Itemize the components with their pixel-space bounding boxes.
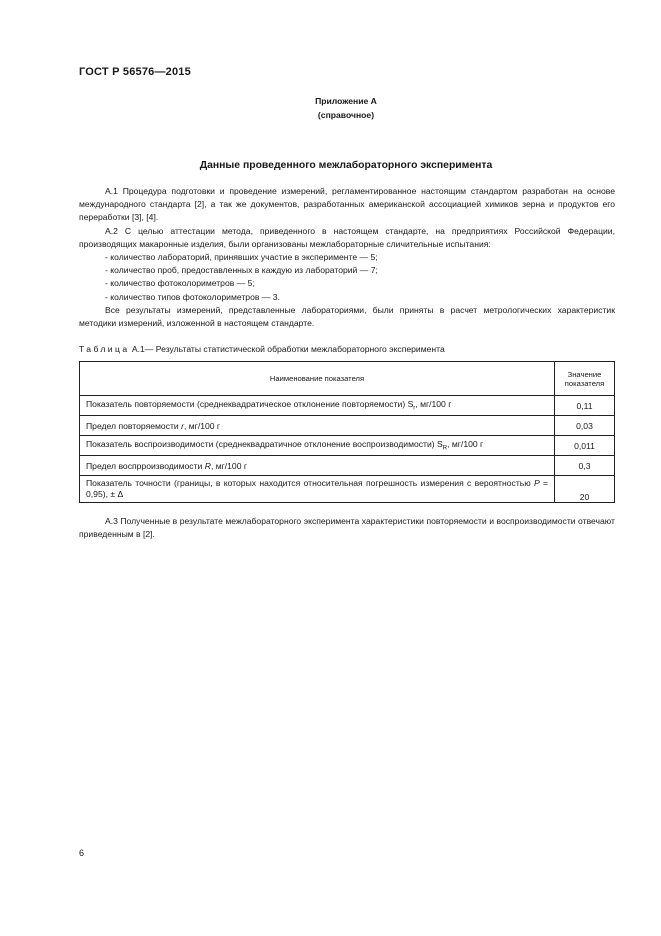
list-item: - количество фотоколориметров — 5; <box>105 278 255 289</box>
row-name: Предел повторяемости r, мг/100 г <box>80 416 555 436</box>
paragraph-a3-block <box>79 515 615 542</box>
annex-type: (справочное) <box>317 110 375 120</box>
table-caption <box>79 344 445 354</box>
header-indicator-value: Значение показателя <box>555 362 615 396</box>
header-indicator-name: Наименование показателя <box>80 362 555 396</box>
list-item: - количество проб, предоставленных в каждую из лабораторий — 7; <box>105 265 378 276</box>
row-value: 0,3 <box>555 456 615 476</box>
table-header-row <box>80 362 615 396</box>
row-name: Показатель точности (границы, в которых находится относительная погрешность измерения с вероятностью P = 0,95), ± Δ <box>80 476 555 503</box>
paragraph-a1: А.1 Процедура подготовки и проведение измерений, регламентированное настоящим стандартом разработан на основе международного стандарта [2], а так же документов, разработанных американской ассоциацией химиков зерна и продуктов его переработки [3], [4]. <box>79 186 615 223</box>
table-row <box>80 456 615 476</box>
paragraph-a3: А.3 Полученные в результате межлабораторного эксперимента характеристики повторяемости и воспроизводимости отвечают приведенным в [2]. <box>79 516 615 540</box>
row-name: Показатель воспроизводимости (среднеквадратичное отклонение воспроизводимости) $S_R$, мг/100 г <box>80 436 555 456</box>
table-caption-text: А.1— Результаты статистической обработки межлабораторного эксперимента <box>129 344 445 354</box>
row-value: 20 <box>555 476 615 503</box>
paragraph-a2-continuation: Все результаты измерений, представленные лабораториями, были приняты в расчет метрологических характеристик методики измерений, изложенной в настоящем стандарте. <box>79 304 615 329</box>
table-row <box>80 476 615 503</box>
paragraph-a2: А.2 С целью аттестации метода, приведенного в настоящем стандарте, на предприятиях Российской Федерации, производящих макаронные изделия, были организованы межлабораторные сличительные испытания: <box>79 225 615 249</box>
table-row <box>80 436 615 456</box>
list-item: - количество типов фотоколориметров — 3. <box>105 291 280 302</box>
row-value: 0,11 <box>555 396 615 416</box>
row-name: Показатель повторяемости (среднеквадратическое отклонение повторяемости) $S_r$, мг/100 г <box>80 396 555 416</box>
page-number: 6 <box>79 848 85 858</box>
list-item: - количество лабораторий, принявших участие в эксперименте — 5; <box>105 252 378 263</box>
body-text <box>79 185 615 330</box>
row-value: 0,03 <box>555 416 615 436</box>
table-row <box>80 416 615 436</box>
row-value: 0,011 <box>555 436 615 456</box>
annex-title: Приложение А <box>315 96 377 106</box>
results-table <box>79 361 615 503</box>
row-name: Предел воспрроизводимости R, мг/100 г <box>80 456 555 476</box>
table-caption-label: Таблица <box>79 344 130 354</box>
section-title: Данные проведенного межлабораторного эксперимента <box>199 160 493 171</box>
table-row <box>80 396 615 416</box>
standard-number: ГОСТ Р 56576—2015 <box>79 66 191 78</box>
